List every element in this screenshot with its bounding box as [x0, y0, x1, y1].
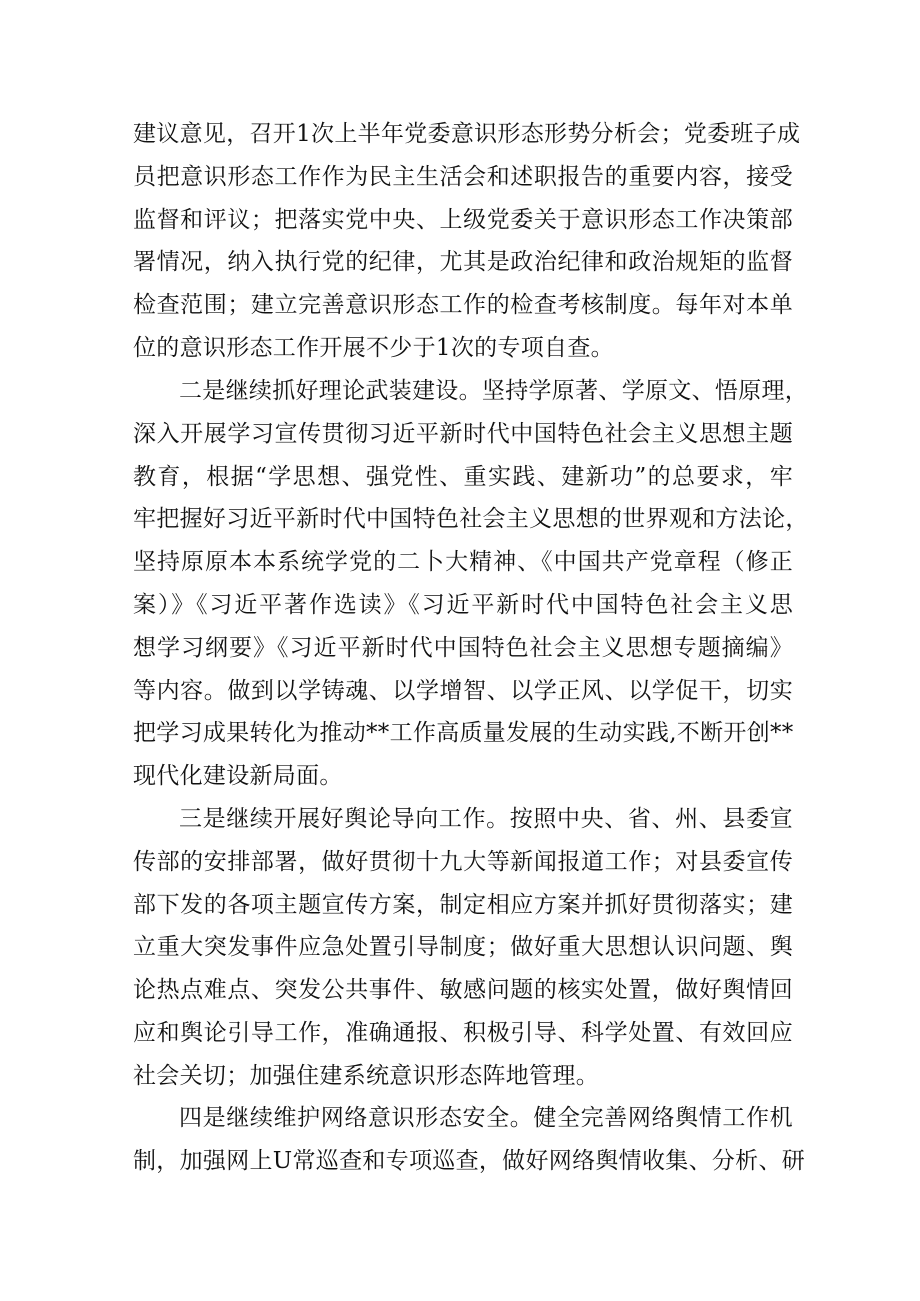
- text-line: 立重大突发事件应急处置引导制度；做好重大思想认识问题、舆: [133, 934, 793, 961]
- text-line: 制，加强网上U常巡查和专项巡查，做好网络舆情收集、分析、研: [133, 1147, 806, 1174]
- text-line: 监督和评议；把落实党中央、上级党委关于意识形态工作决策部: [133, 206, 793, 233]
- text-line: 四是继续维护网络意识形态安全。健全完善网络舆情工作机: [179, 1105, 793, 1131]
- text-line: 三是继续开展好舆论导向工作。按照中央、省、州、县委宣: [179, 806, 793, 832]
- paragraph-network-security: [133, 1097, 806, 1183]
- text-line: 牢把握好习近平新时代中国特色社会主义思想的世界观和方法论，: [133, 506, 809, 533]
- text-line: 部下发的各项主题宣传方案，制定相应方案并抓好贯彻落实；建: [133, 891, 793, 918]
- text-line: 位的意识形态工作开展不少于1次的专项自查。: [133, 334, 614, 361]
- paragraph-theory-study: [133, 370, 809, 798]
- text-line: 坚持原原本本系统学党的二卜大精神、《中国共产党章程（修正: [133, 549, 793, 576]
- text-line: 现代化建设新局面。: [133, 763, 343, 790]
- paragraph-public-opinion: [133, 798, 793, 1098]
- text-line: 员把意识形态工作作为民主生活会和述职报告的重要内容，接受: [133, 163, 793, 190]
- text-line: 想学习纲要》《习近平新时代中国特色社会主义思想专题摘编》: [133, 634, 793, 661]
- text-line: 案）》《习近平著作选读》《习近平新时代中国特色社会主义思: [133, 591, 793, 618]
- text-line: 教育，根据“学思想、强党性、重实践、建新功”的总要求，牢: [133, 463, 793, 490]
- text-line: 把学习成果转化为推动**工作高质量发展的生动实践,不断开创**: [133, 720, 794, 747]
- text-line: 传部的安排部署，做好贯彻十九大等新闻报道工作；对县委宣传: [133, 848, 793, 875]
- text-line: 建议意见，召开1次上半年党委意识形态形势分析会；党委班子成: [133, 121, 801, 147]
- paragraph-ideology-supervision: [133, 113, 801, 370]
- text-line: 应和舆论引导工作，准确通报、积极引导、科学处置、有效回应: [133, 1019, 793, 1046]
- text-line: 社会关切；加强住建系统意识形态阵地管理。: [133, 1062, 599, 1089]
- text-line: 等内容。做到以学铸魂、以学增智、以学正风、以学促干，切实: [133, 677, 793, 704]
- text-line: 论热点难点、突发公共事件、敏感问题的核实处置，做好舆情回: [133, 977, 793, 1004]
- text-line: 二是继续抓好理论武装建设。坚持学原著、学原文、悟原理，: [179, 378, 809, 404]
- text-line: 署情况，纳入执行党的纪律，尤其是政治纪律和政治规矩的监督: [133, 249, 793, 276]
- text-line: 深入开展学习宣传贯彻习近平新时代中国特色社会主义思想主题: [133, 420, 793, 447]
- text-line: 检查范围；建立完善意识形态工作的检查考核制度。每年对本单: [133, 292, 793, 319]
